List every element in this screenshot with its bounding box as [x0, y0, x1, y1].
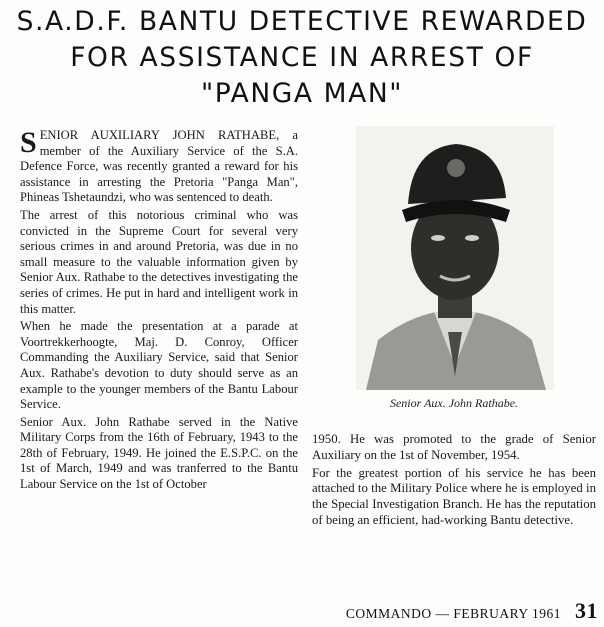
headline-line-3: "PANGA MAN"	[200, 78, 404, 109]
headline-line-2: FOR ASSISTANCE IN ARREST OF	[70, 42, 534, 73]
portrait-photo	[356, 126, 554, 390]
article-paragraph: When he made the presentation at a parade at Voortrekkerhoogte, Maj. D. Conroy, Officer Commanding the Auxiliary Service, said that Senior Aux. Rathabe's devotion to duty should serve as an example to the younger members of the Bantu Labour Service.	[20, 319, 298, 412]
photo-caption: Senior Aux. John Rathabe.	[389, 396, 519, 410]
article-paragraph: For the greatest portion of his service he has been attached to the Military Police where he is employed in the Special Investigation Branch. He has the reputation of being an efficient, had-working Bantu detective.	[312, 465, 596, 527]
page-footer	[330, 598, 598, 624]
drop-cap: S	[20, 126, 37, 159]
article-column-right	[312, 432, 596, 529]
article-paragraph: The arrest of this notorious criminal who was convicted in the Supreme Court for several very serious crimes in and around Pretoria, was due in no small measure to the valuable information given by Senior Aux. Rathabe to the detectives investigating the series of crimes. He put in hard and intelligent work in this matter.	[20, 207, 298, 316]
publication-name: COMMANDO — FEBRUARY 1961	[345, 606, 561, 621]
paragraph-text: ENIOR AUXILIARY JOHN RATHABE, a member of the Auxiliary Service of the S.A. Defence Force, was recently granted a reward for his assistance in arresting the Pretoria "Panga Man", Phineas Tshetaundzi, who was sentenced to death.	[20, 128, 298, 205]
page-number: 31	[575, 598, 598, 623]
article-paragraph: 1950. He was promoted to the grade of Senior Auxiliary on the 1st of November, 1954.	[312, 432, 596, 462]
article-column-left	[20, 128, 298, 493]
headline-line-1: S.A.D.F. BANTU DETECTIVE REWARDED	[16, 6, 588, 37]
portrait-illustration	[356, 126, 554, 390]
article-paragraph	[20, 128, 298, 206]
article-paragraph: Senior Aux. John Rathabe served in the Native Military Corps from the 16th of February, 1943 to the 28th of February, 1949. He joined the E.S.P.C. on the 1st of March, 1949 and was tranferred to the Bantu Labour Service on the 1st of October	[20, 414, 298, 492]
headline	[0, 4, 604, 112]
